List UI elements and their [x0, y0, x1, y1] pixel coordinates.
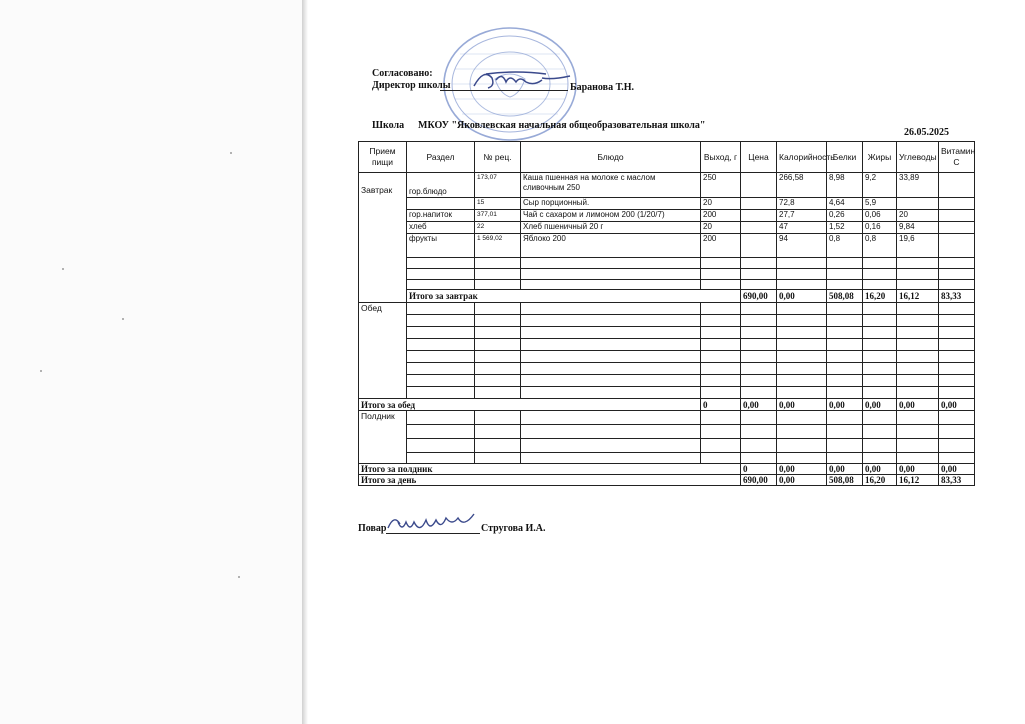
- speck: [230, 152, 232, 154]
- speck: [238, 576, 240, 578]
- table-row-empty: [359, 351, 975, 363]
- cell-fats: 0,16: [863, 222, 897, 234]
- cell-vitamin-c: [939, 173, 975, 198]
- total-carbs: 83,33: [939, 290, 975, 303]
- table-row: [359, 198, 975, 210]
- cell-calories: 47: [777, 222, 827, 234]
- total-fats: 16,12: [897, 290, 939, 303]
- total-row-breakfast: [359, 290, 975, 303]
- total-calories: 508,08: [827, 475, 863, 486]
- cell-section: гор.блюдо: [407, 173, 475, 198]
- cell-output: 20: [701, 198, 741, 210]
- cell-price: [741, 210, 777, 222]
- total-calories: 0,00: [827, 464, 863, 475]
- cell-vitamin-c: [939, 222, 975, 234]
- total-price: 0,00: [777, 464, 827, 475]
- total-row-snack: [359, 464, 975, 475]
- header-calories: Калорийность: [777, 142, 827, 173]
- cell-vitamin-c: [939, 210, 975, 222]
- cell-proteins: 0,8: [827, 234, 863, 258]
- table-row-empty: [359, 375, 975, 387]
- table-row-empty: [359, 303, 975, 315]
- total-fats: 0,00: [897, 464, 939, 475]
- total-proteins: 16,20: [863, 475, 897, 486]
- table-row-empty: [359, 363, 975, 375]
- total-row-day: [359, 475, 975, 486]
- cell-recipe: 15: [475, 198, 521, 210]
- table-row-empty: [359, 411, 975, 425]
- cell-proteins: 1,52: [827, 222, 863, 234]
- table-row-empty: [359, 327, 975, 339]
- cell-fats: 0,8: [863, 234, 897, 258]
- cell-fats: 9,2: [863, 173, 897, 198]
- cell-section: фрукты: [407, 234, 475, 258]
- total-label: Итого за обед: [359, 399, 701, 411]
- cell-calories: 94: [777, 234, 827, 258]
- cell-output: 250: [701, 173, 741, 198]
- header-dish: Блюдо: [521, 142, 701, 173]
- cell-carbs: 33,89: [897, 173, 939, 198]
- total-label: Итого за полдник: [359, 464, 741, 475]
- total-fats: 16,12: [897, 475, 939, 486]
- header-vitamin-c: Витамин С: [939, 142, 975, 173]
- table-row-empty: [359, 453, 975, 464]
- total-output: 0: [741, 464, 777, 475]
- cell-price: [741, 234, 777, 258]
- header-price: Цена: [741, 142, 777, 173]
- cell-dish: Сыр порционный.: [521, 198, 701, 210]
- table-row-empty: [359, 439, 975, 453]
- cell-price: [741, 222, 777, 234]
- table-row: [359, 222, 975, 234]
- table-row: [359, 234, 975, 258]
- cell-dish: Чай с сахаром и лимоном 200 (1/20/7): [521, 210, 701, 222]
- header-recipe: № рец.: [475, 142, 521, 173]
- total-label: Итого за день: [359, 475, 741, 486]
- header-proteins: Белки: [827, 142, 863, 173]
- cell-carbs: 19,6: [897, 234, 939, 258]
- total-fats: 0,00: [863, 399, 897, 411]
- cell-recipe: 1 569,02: [475, 234, 521, 258]
- cook-name: Стругова И.А.: [481, 523, 546, 534]
- total-label: Итого за завтрак: [407, 290, 741, 303]
- table-row-empty: [359, 387, 975, 399]
- page-fold: [302, 0, 308, 724]
- cell-recipe: 22: [475, 222, 521, 234]
- total-price: 0,00: [741, 399, 777, 411]
- cell-price: [741, 173, 777, 198]
- director-name: Баранова Т.Н.: [570, 82, 635, 93]
- speck: [40, 370, 42, 372]
- menu-table: [358, 141, 975, 486]
- speck: [62, 268, 64, 270]
- cell-vitamin-c: [939, 234, 975, 258]
- cell-dish: Яблоко 200: [521, 234, 701, 258]
- cell-recipe: 173,07: [475, 173, 521, 198]
- background-left: [0, 0, 305, 724]
- total-carbs: 83,33: [939, 475, 975, 486]
- cell-dish: Хлеб пшеничный 20 г: [521, 222, 701, 234]
- table-row-empty: [359, 269, 975, 280]
- cell-carbs: [897, 198, 939, 210]
- table-row: [359, 210, 975, 222]
- table-row-empty: [359, 280, 975, 290]
- table-row-empty: [359, 425, 975, 439]
- cell-proteins: 4,64: [827, 198, 863, 210]
- meal-lunch: Обед: [359, 303, 407, 399]
- header-carbs: Углеводы: [897, 142, 939, 173]
- header-section: Раздел: [407, 142, 475, 173]
- meal-snack: Полдник: [359, 411, 407, 464]
- header-meal: Прием пищи: [359, 142, 407, 173]
- speck: [122, 318, 124, 320]
- total-calories: 0,00: [777, 399, 827, 411]
- cell-section: [407, 198, 475, 210]
- cell-calories: 27,7: [777, 210, 827, 222]
- header-fats: Жиры: [863, 142, 897, 173]
- cell-fats: 0,06: [863, 210, 897, 222]
- meal-breakfast: Завтрак: [359, 173, 407, 303]
- table-row-empty: [359, 258, 975, 269]
- total-output: 0: [701, 399, 741, 411]
- table-row-empty: [359, 339, 975, 351]
- cell-fats: 5,9: [863, 198, 897, 210]
- table-header-row: [359, 142, 975, 173]
- director-label: Директор школы: [372, 80, 451, 91]
- cell-output: 200: [701, 234, 741, 258]
- total-carbs: 0,00: [897, 399, 939, 411]
- approval-label: Согласовано:: [372, 68, 433, 79]
- school-name: МКОУ "Яковлевская начальная общеобразовательная школа": [418, 120, 706, 131]
- cell-calories: 266,58: [777, 173, 827, 198]
- cook-signature: [384, 510, 480, 538]
- cell-proteins: 8,98: [827, 173, 863, 198]
- director-signature-line: [440, 90, 568, 91]
- total-output: 690,00: [741, 475, 777, 486]
- cell-section: гор.напиток: [407, 210, 475, 222]
- cell-proteins: 0,26: [827, 210, 863, 222]
- table-row-empty: [359, 315, 975, 327]
- cell-carbs: 9,84: [897, 222, 939, 234]
- total-proteins: 0,00: [863, 464, 897, 475]
- cell-carbs: 20: [897, 210, 939, 222]
- cell-dish: Каша пшенная на молоке с маслом сливочным 250: [521, 173, 701, 198]
- cook-label: Повар: [358, 523, 387, 534]
- cell-recipe: 377,01: [475, 210, 521, 222]
- total-output: 690,00: [741, 290, 777, 303]
- cell-output: 20: [701, 222, 741, 234]
- total-calories: 508,08: [827, 290, 863, 303]
- total-vitamin-c: 0,00: [939, 399, 975, 411]
- table-row: [359, 173, 975, 198]
- header-output: Выход, г: [701, 142, 741, 173]
- cell-output: 200: [701, 210, 741, 222]
- total-carbs: 0,00: [939, 464, 975, 475]
- school-label: Школа: [372, 120, 405, 131]
- total-proteins: 16,20: [863, 290, 897, 303]
- cell-calories: 72,8: [777, 198, 827, 210]
- total-price: 0,00: [777, 290, 827, 303]
- cell-section: хлеб: [407, 222, 475, 234]
- menu-date: 26.05.2025: [904, 127, 949, 138]
- cell-vitamin-c: [939, 198, 975, 210]
- total-row-lunch: [359, 399, 975, 411]
- cell-price: [741, 198, 777, 210]
- total-proteins: 0,00: [827, 399, 863, 411]
- total-price: 0,00: [777, 475, 827, 486]
